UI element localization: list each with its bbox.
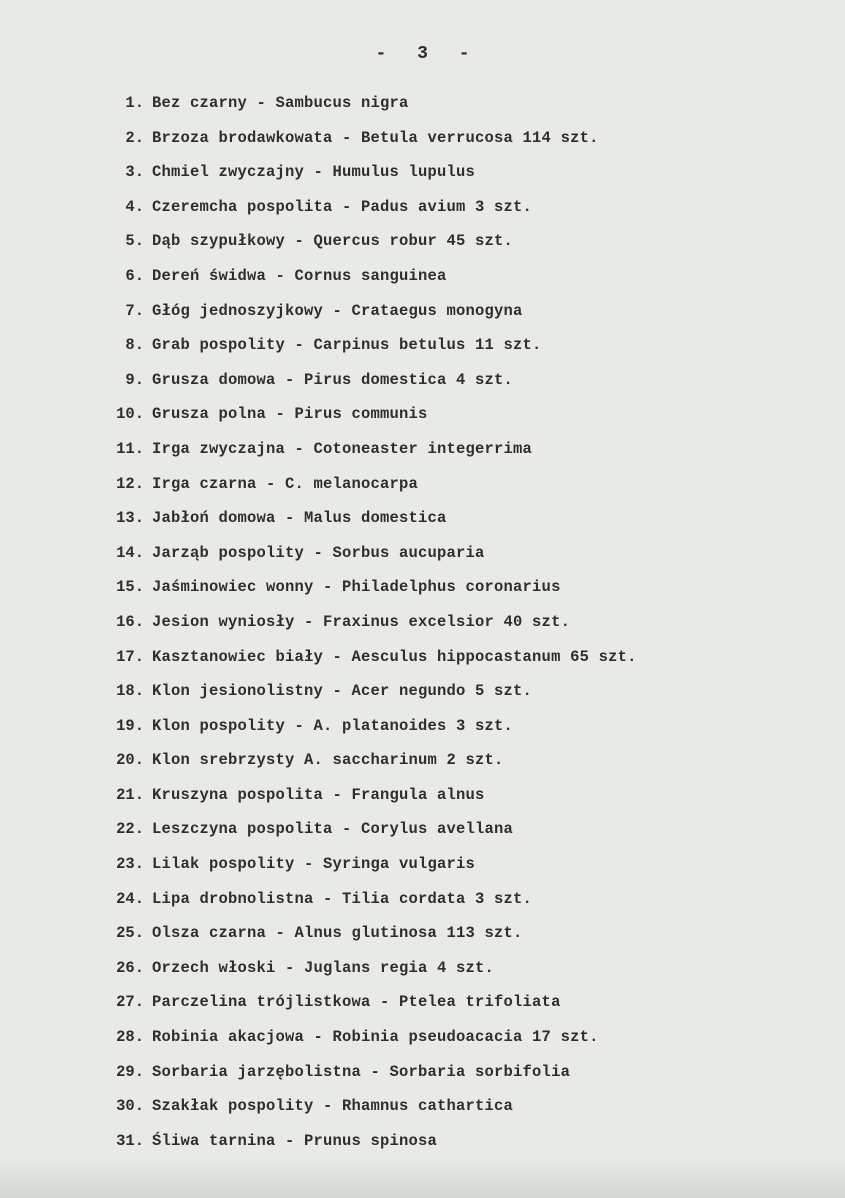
item-number: 16.	[116, 612, 144, 631]
item-text: Klon srebrzysty A. saccharinum 2 szt.	[152, 751, 504, 770]
page-number: - 3 -	[375, 44, 480, 64]
item-number: 20.	[116, 751, 144, 770]
item-text: Grusza polna - Pirus communis	[152, 405, 428, 424]
item-number: 19.	[116, 716, 144, 735]
item-number: 1.	[125, 94, 144, 112]
item-number: 29.	[116, 1062, 144, 1081]
item-text: Lilak pospolity - Syringa vulgaris	[152, 855, 476, 874]
list-item	[96, 432, 637, 467]
species-list	[96, 86, 637, 1158]
item-number: 9.	[125, 370, 144, 389]
item-text: Dąb szypułkowy - Quercus robur 45 szt.	[152, 232, 514, 251]
item-text: Klon pospolity - A. platanoides 3 szt.	[152, 716, 514, 735]
list-item	[96, 605, 637, 640]
item-text: Sorbaria jarzębolistna - Sorbaria sorbifolia	[152, 1062, 571, 1081]
list-item	[96, 570, 637, 605]
list-item	[96, 86, 637, 121]
item-text: Robinia akacjowa - Robinia pseudoacacia 17 szt.	[152, 1028, 599, 1047]
item-text: Bez czarny - Sambucus nigra	[152, 94, 409, 112]
item-number: 5.	[125, 232, 144, 251]
item-text: Leszczyna pospolita - Corylus avellana	[152, 820, 514, 839]
item-text: Parczelina trójlistkowa - Ptelea trifoliata	[152, 993, 561, 1012]
list-item	[96, 1020, 637, 1055]
item-number: 23.	[116, 855, 144, 874]
list-item	[96, 951, 637, 986]
item-text: Głóg jednoszyjkowy - Crataegus monogyna	[152, 301, 523, 320]
item-number: 10.	[116, 405, 144, 424]
item-text: Irga czarna - C. melanocarpa	[152, 474, 419, 493]
list-item	[96, 467, 637, 502]
list-item	[96, 190, 637, 225]
item-number: 14.	[116, 543, 144, 562]
item-number: 12.	[116, 474, 144, 493]
item-number: 3.	[125, 163, 144, 182]
list-item	[96, 501, 637, 536]
item-text: Czeremcha pospolita - Padus avium 3 szt.	[152, 197, 533, 216]
list-item	[96, 397, 637, 432]
item-text: Kruszyna pospolita - Frangula alnus	[152, 785, 485, 804]
item-text: Jesion wyniosły - Fraxinus excelsior 40 szt.	[152, 612, 571, 631]
list-item	[96, 259, 637, 294]
item-number: 30.	[116, 1097, 144, 1116]
item-number: 7.	[125, 301, 144, 320]
item-text: Klon jesionolistny - Acer negundo 5 szt.	[152, 682, 533, 701]
list-item	[96, 536, 637, 571]
item-number: 21.	[116, 785, 144, 804]
item-text: Jaśminowiec wonny - Philadelphus coronarius	[152, 578, 561, 597]
list-item	[96, 674, 637, 709]
item-text: Lipa drobnolistna - Tilia cordata 3 szt.	[152, 889, 533, 908]
list-item	[96, 847, 637, 882]
item-text: Olsza czarna - Alnus glutinosa 113 szt.	[152, 924, 523, 943]
paper-edge-shading	[0, 1158, 845, 1198]
list-item	[96, 328, 637, 363]
list-item	[96, 778, 637, 813]
item-text: Chmiel zwyczajny - Humulus lupulus	[152, 163, 476, 182]
item-number: 27.	[116, 993, 144, 1012]
list-item	[96, 916, 637, 951]
list-item	[96, 224, 637, 259]
item-number: 8.	[125, 336, 144, 355]
list-item	[96, 743, 637, 778]
list-item	[96, 363, 637, 398]
item-text: Orzech włoski - Juglans regia 4 szt.	[152, 958, 495, 977]
list-item	[96, 985, 637, 1020]
item-text: Irga zwyczajna - Cotoneaster integerrima	[152, 439, 533, 458]
item-number: 2.	[125, 128, 144, 147]
item-text: Jarząb pospolity - Sorbus aucuparia	[152, 543, 485, 562]
item-number: 17.	[116, 647, 144, 666]
item-text: Szakłak pospolity - Rhamnus cathartica	[152, 1097, 514, 1116]
list-item	[96, 640, 637, 675]
item-text: Jabłoń domowa - Malus domestica	[152, 509, 447, 528]
item-number: 15.	[116, 578, 144, 597]
list-item	[96, 812, 637, 847]
list-item	[96, 1089, 637, 1124]
list-item	[96, 121, 637, 156]
item-text: Grab pospolity - Carpinus betulus 11 szt.	[152, 336, 542, 355]
item-text: Dereń świdwa - Cornus sanguinea	[152, 266, 447, 285]
item-number: 25.	[116, 924, 144, 943]
item-number: 22.	[116, 820, 144, 839]
item-text: Grusza domowa - Pirus domestica 4 szt.	[152, 370, 514, 389]
list-item	[96, 155, 637, 190]
list-item	[96, 294, 637, 329]
item-number: 13.	[116, 509, 144, 528]
list-item	[96, 1124, 637, 1159]
item-number: 26.	[116, 958, 144, 977]
item-number: 4.	[125, 197, 144, 216]
item-text: Kasztanowiec biały - Aesculus hippocastanum 65 szt.	[152, 647, 637, 666]
item-text: Śliwa tarnina - Prunus spinosa	[152, 1131, 438, 1150]
item-number: 11.	[116, 439, 144, 458]
item-number: 6.	[125, 266, 144, 285]
item-number: 18.	[116, 682, 144, 701]
list-item	[96, 882, 637, 917]
item-text: Brzoza brodawkowata - Betula verrucosa 114 szt.	[152, 128, 599, 147]
list-item	[96, 1055, 637, 1090]
list-item	[96, 709, 637, 744]
item-number: 31.	[116, 1131, 144, 1150]
item-number: 28.	[116, 1028, 144, 1047]
item-number: 24.	[116, 889, 144, 908]
